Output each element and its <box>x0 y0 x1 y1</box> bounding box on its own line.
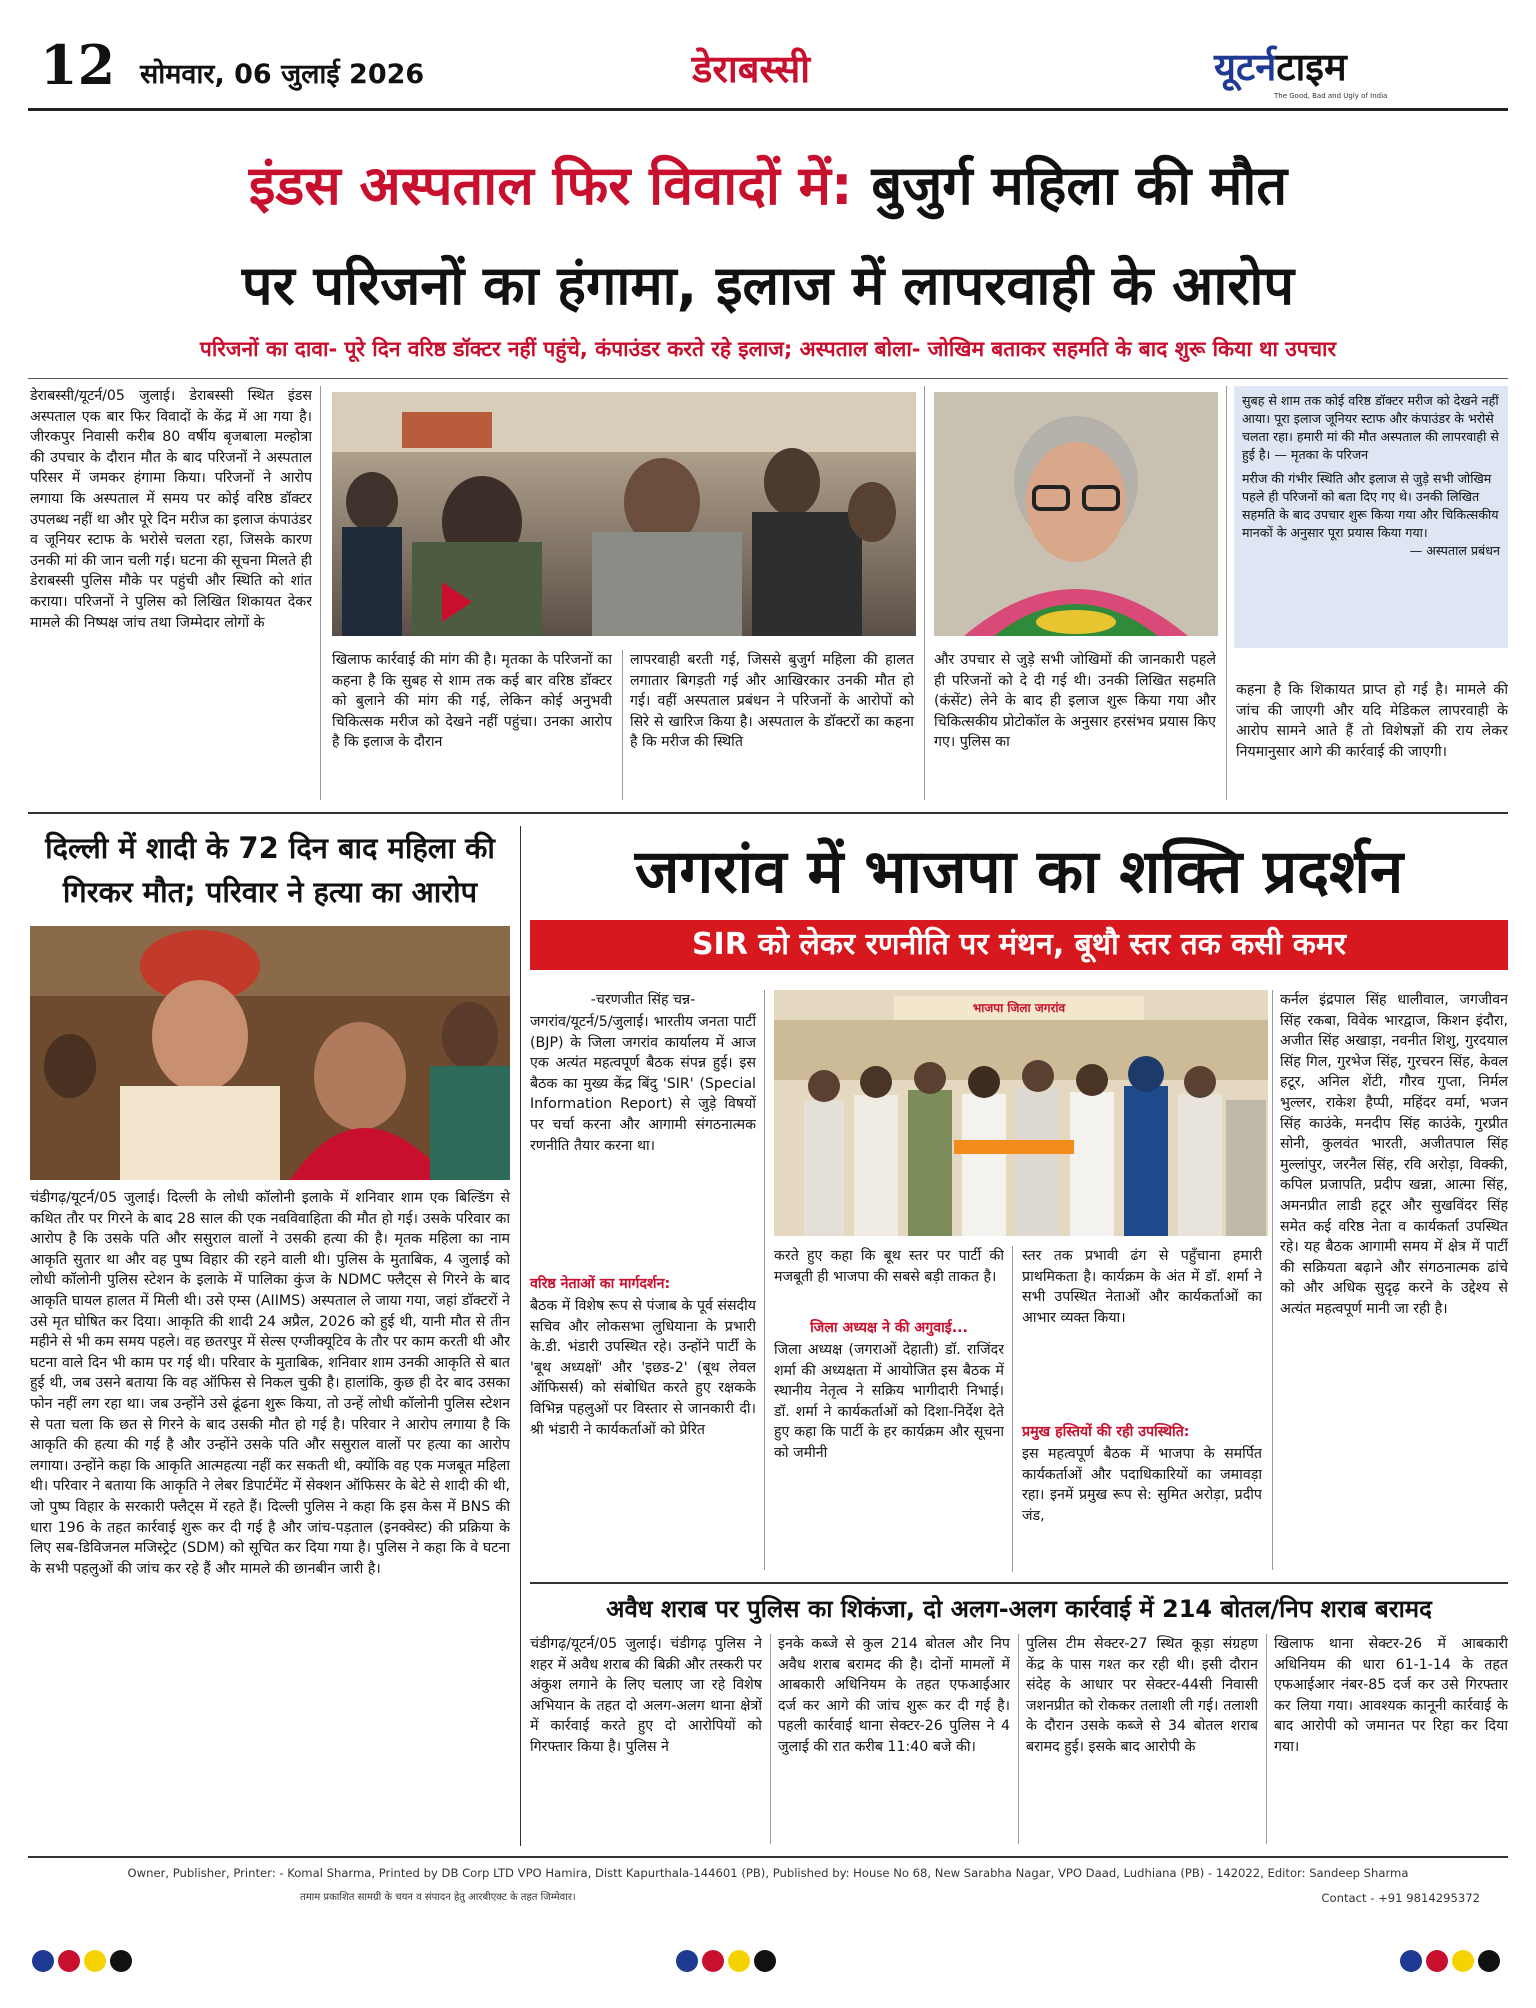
registration-marks-left <box>32 1950 136 1976</box>
lead-headline-red: इंडस अस्पताल फिर विवादों में: <box>248 154 853 217</box>
hospital-crowd-photo <box>332 392 916 636</box>
liquor-column-4: खिलाफ थाना सेक्टर-26 में आबकारी अधिनियम की धारा 61-1-14 के तहत एफआईआर नंबर-85 दर्ज कर उसे गिरफ्तार कर लिया गया। आवश्यक कानूनी कार्रवाई के बाद आरोपी को जमानत पर रिहा कर दिया गया। <box>1274 1636 1508 1755</box>
column-divider <box>770 1634 771 1844</box>
lead-column-5: कहना है कि शिकायत प्राप्त हो गई है। मामले की जांच की जाएगी और यदि मेडिकल लापरवाही के आरोप सामने आते हैं तो विशेषज्ञों की राय लेकर नियमानुसार आगे की कार्रवाई की जाएगी। <box>1236 682 1508 760</box>
column-divider <box>1272 990 1273 1570</box>
issue-date: सोमवार, 06 जुलाई 2026 <box>140 59 425 90</box>
jagraon-subheading-3: प्रमुख हस्तियों की रही उपस्थिति: <box>1022 1424 1190 1440</box>
section-name: डेराबस्सी <box>692 47 811 91</box>
column-divider <box>622 650 623 800</box>
delhi-headline: दिल्ली में शादी के 72 दिन बाद महिला की गिरकर मौत; परिवार ने हत्या का आरोप <box>45 831 495 909</box>
delhi-body: चंडीगढ़/यूटर्न/05 जुलाई। दिल्ली के लोधी कॉलोनी इलाके में शनिवार शाम एक बिल्डिंग से कथित तौर पर गिरने के बाद 28 साल की एक नवविवाहिता की मौत हो गई। उसके परिवार का आरोप है कि उसके पति और ससुराल वालों ने उसकी हत्या की है। मृतक महिला का नाम आकृति सुतार था और वह पुष्प विहार की रहने वाली थी। पुलिस के मुताबिक, 4 जुलाई को लोधी कॉलोनी पुलिस स्टेशन के इलाके में पालिका कुंज के NDMC फ्लैट्स से गिरने के बाद आकृति घायल हालत में मिली थी। उसे एम्स (AIIMS) अस्पताल ले जाया गया, जहां डॉक्टरों ने उसे मृत घोषित कर दिया। आकृति की शादी 24 अप्रैल, 2026 को हुई थी, यानी मौत से तीन महीने से भी कम समय पहले। वह छतरपुर में सेल्स एग्जीक्यूटिव के तौर पर काम करती थी और घटना वाले दिन भी काम पर गई थी। परिवार के मुताबिक, शनिवार शाम उनकी आकृति से बात हुई थी, जब उसने बताया कि वह ऑफिस से निकल चुकी है। हालांकि, कुछ ही देर बाद उसका फोन नहीं लग रहा था। जब उन्होंने उसे ढूंढना शुरू किया, तो उन्हें लोधी कॉलोनी पुलिस स्टेशन से पता चला कि छत से गिरने के बाद उसकी मौत हो गई है। परिवार ने आरोप लगाया है कि आकृति की हत्या की गई है और उन्होंने उसके पति और ससुराल वालों पर हत्या का आरोप लगाया। उन्होंने कहा कि आकृति आत्महत्या नहीं कर सकती थी, क्योंकि वह एक मजबूत महिला थी। परिवार ने बताया कि आकृति ने लेबर डिपार्टमेंट में सेक्शन ऑफिसर के बेटे से शादी की थी, जो पुष्प विहार के सरकारी फ्लैट्स में रहते हैं। दिल्ली पुलिस ने कहा कि इस केस में BNS की धारा 196 के तहत कार्रवाई शुरू कर दी गई है और जांच-पड़ताल (इनक्वेस्ट) की प्रक्रिया के लिए सब-डिविजनल मजिस्ट्रेट (SDM) को सूचित कर दिया गया है। पुलिस ने कहा कि वे घटना के सभी पहलुओं की जांच कर रहे हैं और मामले की छानबीन जारी है। <box>30 1190 510 1577</box>
liquor-column-1: चंडीगढ़/यूटर्न/05 जुलाई। चंडीगढ़ पुलिस ने शहर में अवैध शराब की बिक्री और तस्करी पर अंकुश लगाने के लिए चलाए जा रहे विशेष अभियान के तहत दो अलग-अलग थाना क्षेत्रों में कार्रवाई करते हुए दो आरोपियों को गिरफ्तार किया है। पुलिस ने <box>530 1636 762 1755</box>
registration-marks-center <box>676 1950 780 1976</box>
bjp-meeting-group-photo <box>774 990 1268 1236</box>
column-divider <box>924 386 925 800</box>
lead-column-3: लापरवाही बरती गई, जिससे बुजुर्ग महिला की हालत लगातार बिगड़ती गई और आखिरकार उनकी मौत हो गई। वहीं अस्पताल प्रबंधन ने परिजनों के आरोपों को सिरे से खारिज किया है। अस्पताल के डॉक्टरों का कहना है कि मरीज की स्थिति <box>630 652 914 751</box>
liquor-column-3: पुलिस टीम सेक्टर-27 स्थित कूड़ा संग्रहण केंद्र के पास गश्त कर रही थी। इसी दौरान संदेह के आधार पर सेक्टर-44सी निवासी जशनप्रीत को रोककर तलाशी ली गई। तलाशी के दौरान उसके कब्जे से 34 बोतल शराब बरामद हुई। इसके बाद आरोपी के <box>1026 1636 1258 1755</box>
column-divider <box>1266 1634 1267 1844</box>
logo-text-b: टाइम <box>1276 45 1347 89</box>
lead-headline <box>28 136 1508 336</box>
deceased-woman-photo <box>934 392 1218 636</box>
section-rule <box>28 812 1508 814</box>
logo-tagline: The Good, Bad and Ugly of India <box>1274 92 1388 100</box>
footer-contact: Contact - +91 9814295372 <box>1321 1891 1480 1905</box>
liquor-headline: अवैध शराब पर पुलिस का शिकंजा, दो अलग-अलग कार्रवाई में 214 बोतल/निप शराब बरामद <box>606 1595 1432 1623</box>
masthead-logo <box>1214 40 1494 102</box>
jagraon-column-1b: बैठक में विशेष रूप से पंजाब के पूर्व संसदीय सचिव और लोकसभा लुधियाना के प्रभारी के.डी. भंडारी उपस्थित रहे। उन्होंने पार्टी के 'बूथ अध्यक्षों' और 'इछड-2' (बूथ लेवल ऑफिसर्स) को संबोधित करते हुए रक्षकके विभिन्न पहलुओं पर विस्तार से जानकारी दी। श्री भंडारी ने कार्यकर्ताओं को प्रेरित <box>530 1298 756 1438</box>
jagraon-subhead: SIR को लेकर रणनीति पर मंथन, बूथौ स्तर तक कसी कमर <box>691 927 1347 962</box>
wedding-couple-photo <box>30 926 510 1180</box>
registration-marks-right <box>1400 1950 1504 1976</box>
jagraon-subheading-1: वरिष्ठ नेताओं का मार्गदर्शन: <box>530 1276 671 1292</box>
liquor-column-2: इनके कब्जे से कुल 214 बोतल और निप अवैध शराब बरामद की है। दोनों मामलों में आबकारी अधिनियम के तहत एफआईआर दर्ज कर आगे की जांच शुरू कर दी गई है। पहली कार्रवाई थाना सेक्टर-26 पुलिस ने 4 जुलाई की रात करीब 11:40 बजे की। <box>778 1636 1010 1755</box>
family-quote: सुबह से शाम तक कोई वरिष्ठ डॉक्टर मरीज को देखने नहीं आया। पूरा इलाज जूनियर स्टाफ और कंपाउंडर के भरोसे चलता रहा। हमारी मां की मौत अस्पताल की लापरवाही से हुई है। — मृतका के परिजन <box>1242 393 1499 462</box>
footer-disclaimer: तमाम प्रकाशित सामग्री के चयन व संपादन हेतु आरबीएक्ट के तहत जिम्मेवार। <box>300 1892 576 1903</box>
jagraon-byline: -चरणजीत सिंह चन्न- <box>590 992 696 1008</box>
hospital-quote: मरीज की गंभीर स्थिति और इलाज से जुड़े सभी जोखिम पहले ही परिजनों को बता दिए गए थे। उनकी लिखित सहमति के बाद उपचार शुरू किया गया और चिकित्सकीय मानकों के अनुसार पूरा प्रयास किया गया। <box>1242 471 1499 540</box>
column-divider <box>320 386 321 800</box>
footer-imprint: Owner, Publisher, Printer: - Komal Sharma, Printed by DB Corp LTD VPO Hamira, Distt Kapurthala-144601 (PB), Published by: House No 68, New Sarabha Nagar, VPO Daad, Ludhiana (PB) - 142022, Editor: Sandeep Sharma <box>127 1866 1409 1880</box>
hospital-quote-source: — अस्पताल प्रबंधन <box>1409 543 1500 558</box>
lead-subhead: परिजनों का दावा- पूरे दिन वरिष्ठ डॉक्टर नहीं पहुंचे, कंपाउंडर करते रहे इलाज; अस्पताल बोला- जोखिम बताकर सहमति के बाद शुरू किया था उपचार <box>199 337 1337 361</box>
jagraon-subhead-banner <box>530 920 1508 970</box>
column-divider <box>764 990 765 1570</box>
masthead-rule <box>28 108 1508 111</box>
jagraon-column-3b: इस महत्वपूर्ण बैठक में भाजपा के समर्पित कार्यकर्ताओं और पदाधिकारियों का जमावड़ा रहा। इनमें प्रमुख रूप से: सुमित अरोड़ा, प्रदीप जंड, <box>1022 1446 1262 1524</box>
bjp-office-banner-text: भाजपा जिला जगरांव <box>972 1001 1066 1015</box>
jagraon-subheading-2: जिला अध्यक्ष ने की अगुवाई... <box>810 1320 968 1336</box>
column-divider <box>1226 386 1227 800</box>
lead-column-1: डेराबस्सी/यूटर्न/05 जुलाई। डेराबस्सी स्थित इंडस अस्पताल एक बार फिर विवादों के केंद्र में आ गया है। जीरकपुर निवासी करीब 80 वर्षीय बृजबाला मल्होत्रा की उपचार के दौरान मौत के बाद परिजनों ने अस्पताल परिसर में जमकर हंगामा किया। परिजनों ने आरोप लगाया कि अस्पताल में समय पर कोई वरिष्ठ डॉक्टर उपलब्ध नहीं था और पूरे दिन मरीज का इलाज कंपाउंडर व जूनियर स्टाफ के भरोसे चलता रहा, जिसके कारण उनकी मां की जान चली गई। घटना की सूचना मिलते ही डेराबस्सी पुलिस मौके पर पहुंची और स्थिति को शांत कराया। परिजनों ने पुलिस को लिखित शिकायत देकर मामले की निष्पक्ष जांच तथा जिम्मेदार लोगों के <box>30 388 312 631</box>
column-divider <box>520 826 521 1846</box>
masthead <box>0 0 1536 118</box>
page-number: 12 <box>40 33 116 97</box>
logo-text-a: यूटर्न <box>1214 45 1277 89</box>
column-divider <box>1018 1634 1019 1844</box>
lead-column-2: खिलाफ कार्रवाई की मांग की है। मृतका के परिजनों का कहना है कि सुबह से शाम तक कई बार वरिष्ठ डॉक्टर को बुलाने की मांग की गई, लेकिन कोई अनुभवी चिकित्सक मरीज को देखने नहीं पहुंचा। उनका आरोप है कि इलाज के दौरान <box>332 652 612 751</box>
jagraon-headline: जगरांव में भाजपा का शक्ति प्रदर्शन <box>634 837 1404 907</box>
lead-column-4: और उपचार से जुड़े सभी जोखिमों की जानकारी पहले ही परिजनों को दे दी गई थी। उनकी लिखित सहमति (कंसेंट) लेने के बाद ही इलाज शुरू किया गया और चिकित्सकीय प्रोटोकॉल के अनुसार हरसंभव प्रयास किए गए। पुलिस का <box>934 652 1216 751</box>
section-rule <box>530 1582 1508 1584</box>
footer-rule <box>28 1856 1508 1858</box>
jagraon-column-2b: जिला अध्यक्ष (जगराओं देहाती) डॉ. राजिंदर शर्मा की अध्यक्षता में आयोजित इस बैठक में स्थानीय नेतृत्व ने सक्रिय भागीदारी निभाई। डॉ. शर्मा ने कार्यकर्ताओं को दिशा-निर्देश देते हुए कहा कि पार्टी के हर कार्यक्रम और सूचना को जमीनी <box>774 1342 1004 1461</box>
lead-rule <box>28 378 1508 379</box>
jagraon-column-4: कर्नल इंद्रपाल सिंह धालीवाल, जगजीवन सिंह रकबा, विवेक भारद्वाज, किशन इंदौरा, अजीत सिंह अखाड़ा, नवनीत शिशु, गुरदयाल सिंह गिल, गुरभेज सिंह, गुरचरन सिंह, केवल हटूर, अनिल शेंटी, गौरव गुप्ता, निर्मल भुल्लर, राकेश हैप्पी, महिंदर वर्मा, भजन सिंह काउंके, मनदीप सिंह काउंके, गुरप्रीत सोनी, कुलवंत भारती, अजीतपाल सिंह मुल्लांपुर, जरनैल सिंह, रवि अरोड़ा, विक्की, कपिल प्रजापति, प्रदीप खन्ना, आत्मा सिंह, अमनप्रीत लाडी हटूर और सुखविंदर सिंह समेत कई वरिष्ठ नेता व कार्यकर्ता उपस्थित रहे। यह बैठक आगामी समय में क्षेत्र में पार्टी की सक्रियता बढ़ाने और संगठनात्मक ढांचे को और अधिक सुदृढ़ करने के उद्देश्य से अत्यंत महत्वपूर्ण मानी जा रही है। <box>1280 992 1508 1317</box>
lead-headline-black-2: पर परिजनों का हंगामा, इलाज में लापरवाही के आरोप <box>241 254 1295 317</box>
jagraon-column-3: स्तर तक प्रभावी ढंग से पहुँचाना हमारी प्राथमिकता है। कार्यक्रम के अंत में डॉ. शर्मा ने सभी उपस्थित नेताओं और कार्यकर्ताओं का आभार व्यक्त किया। <box>1022 1248 1262 1326</box>
lead-headline-black-1: बुजुर्ग महिला की मौत <box>871 154 1288 217</box>
quote-box <box>1234 386 1508 648</box>
jagraon-column-1: जगरांव/यूटर्न/5/जुलाई। भारतीय जनता पार्टी (BJP) के जिला जगरांव कार्यालय में आज एक अत्यंत महत्वपूर्ण बैठक संपन्न हुई। इस बैठक का मुख्य केंद्र बिंदु 'SIR' (Special Information Report) से जुड़े विषयों पर चर्चा करना और आगामी संगठनात्मक रणनीति तैयार करना था। <box>530 1014 756 1154</box>
jagraon-column-2: करते हुए कहा कि बूथ स्तर पर पार्टी की मजबूती ही भाजपा की सबसे बड़ी ताकत है। <box>774 1248 1004 1285</box>
column-divider <box>1012 1246 1013 1572</box>
